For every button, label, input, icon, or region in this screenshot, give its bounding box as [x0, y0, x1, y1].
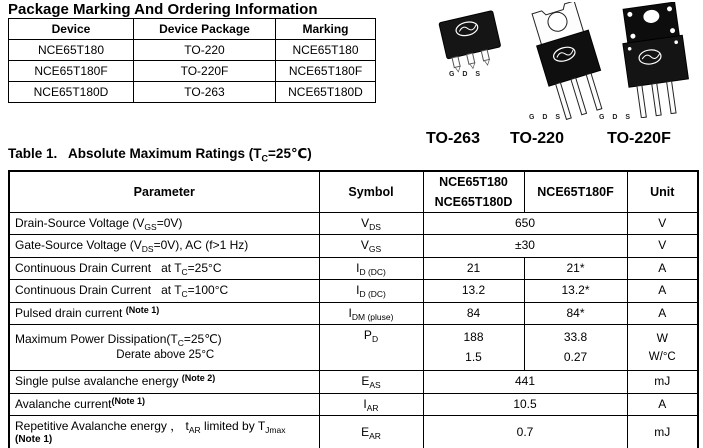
cell-value: 441 [423, 371, 627, 394]
column-header-device-package: Device Package [134, 19, 276, 40]
cell-symbol: $V_{DS}$ [319, 213, 423, 235]
cell-parameter: Gate-Source Voltage $(V_{DS}=0V)$, AC (f>1 Hz) [9, 235, 319, 258]
value-line: 33.8 [563, 330, 588, 345]
cell-device: NCE65T180D [9, 82, 134, 103]
to220-package-image [514, 2, 609, 120]
cell-symbol: $E_{AS}$ [319, 371, 423, 394]
cell-parameter [9, 416, 319, 448]
cell-symbol: $E_{AR}$ [319, 416, 423, 448]
value-line: 0.27 [563, 349, 588, 364]
cell-parameter: Drain-Source Voltage $(V_{GS}=0V)$ [9, 213, 319, 235]
cell-unit: A [627, 258, 698, 280]
ratings-table [8, 170, 699, 448]
package-name-to220f: TO-220F [607, 130, 671, 147]
package-name-to220: TO-220 [510, 130, 564, 147]
parameter-note-line: (Note 1) [15, 434, 53, 446]
table-row [9, 213, 698, 235]
ratings-header-row [9, 171, 698, 213]
cell-unit: V [627, 235, 698, 258]
cell-value: 650 [423, 213, 627, 235]
cell-package: TO-263 [134, 82, 276, 103]
package-name-to263: TO-263 [426, 130, 480, 147]
table-row [9, 416, 698, 448]
column-header-unit: Unit [627, 171, 698, 213]
cell-unit: mJ [627, 416, 698, 448]
table-row [9, 371, 698, 394]
cell-value: 13.2* [524, 280, 627, 303]
cell-unit: mJ [627, 371, 698, 394]
cell-value [524, 325, 627, 371]
table-row [9, 258, 698, 280]
to220f-pin-labels: G D S [599, 114, 634, 121]
cell-device: NCE65T180 [9, 40, 134, 61]
cell-parameter: Continuous Drain Current at $T_C=25^\circ C$ [9, 258, 319, 280]
column-header-device: Device [9, 19, 134, 40]
cell-unit: A [627, 303, 698, 325]
cell-unit [627, 325, 698, 371]
cell-symbol: $P_D$ [319, 325, 423, 371]
package-drawings [392, 0, 703, 160]
cell-parameter: Pulsed drain current $^{(Note 1)}$ [9, 303, 319, 325]
table-row [9, 82, 376, 103]
column-header-symbol: Symbol [319, 171, 423, 213]
cell-symbol: $I_{AR}$ [319, 394, 423, 416]
cell-device: NCE65T180F [9, 61, 134, 82]
cell-symbol: $I_{D (DC)}$ [319, 280, 423, 303]
column-header-device-group [423, 171, 524, 213]
parameter-line: Repetitive Avalanche energy ， $t_{AR}$ limited by $T_{Jmax}$ [15, 418, 286, 435]
table-row [9, 235, 698, 258]
cell-marking: NCE65T180D [276, 82, 376, 103]
cell-parameter: Continuous Drain Current at $T_C=100^\circ C$ [9, 280, 319, 303]
table-row [9, 394, 698, 416]
device-name: NCE65T180D [434, 195, 513, 209]
cell-value: 84 [423, 303, 524, 325]
column-header-device-f: NCE65T180F [524, 171, 627, 213]
cell-package: TO-220 [134, 40, 276, 61]
table-row [9, 61, 376, 82]
column-header-parameter: Parameter [9, 171, 319, 213]
table-row [9, 325, 698, 371]
cell-value: 21 [423, 258, 524, 280]
ratings-table-title: Table 1. Absolute Maximum Ratings $(T_C=25℃)$ [8, 146, 312, 164]
parameter-derate-line: Derate above 25°C [116, 348, 215, 361]
to263-pin-labels: G D S [449, 71, 484, 78]
cell-marking: NCE65T180 [276, 40, 376, 61]
to220f-package-image [604, 2, 696, 118]
cell-marking: NCE65T180F [276, 61, 376, 82]
value-line: 1.5 [465, 349, 482, 364]
cell-value: 10.5 [423, 394, 627, 416]
ordering-table-header-row [9, 19, 376, 40]
table-row [9, 280, 698, 303]
to263-package-image [432, 6, 512, 78]
cell-value: 0.7 [423, 416, 627, 448]
unit-line: W [656, 330, 668, 345]
cell-value [423, 325, 524, 371]
cell-symbol: $I_{DM (pluse)}$ [319, 303, 423, 325]
cell-value: 21* [524, 258, 627, 280]
column-header-marking: Marking [276, 19, 376, 40]
cell-symbol: $V_{GS}$ [319, 235, 423, 258]
cell-unit: A [627, 280, 698, 303]
value-line: 188 [463, 330, 484, 345]
cell-value: ±30 [423, 235, 627, 258]
to220-pin-labels: G D S [529, 114, 564, 121]
cell-unit: V [627, 213, 698, 235]
cell-value: 13.2 [423, 280, 524, 303]
cell-parameter: Avalanche current$^{(Note 1)}$ [9, 394, 319, 416]
cell-unit: A [627, 394, 698, 416]
device-name: NCE65T180 [439, 175, 508, 189]
table-row [9, 40, 376, 61]
ordering-section-title: Package Marking And Ordering Information [8, 1, 318, 18]
parameter-line: Maximum Power $Dissipation(T_C=25℃)$ [15, 331, 222, 348]
cell-parameter [9, 325, 319, 371]
cell-parameter: Single pulse avalanche energy $^{(Note 2)}$ [9, 371, 319, 394]
table-row [9, 303, 698, 325]
cell-symbol: $I_{D (DC)}$ [319, 258, 423, 280]
unit-line: W/°C [648, 350, 676, 363]
cell-value: 84* [524, 303, 627, 325]
ordering-table [8, 18, 376, 103]
cell-package: TO-220F [134, 61, 276, 82]
